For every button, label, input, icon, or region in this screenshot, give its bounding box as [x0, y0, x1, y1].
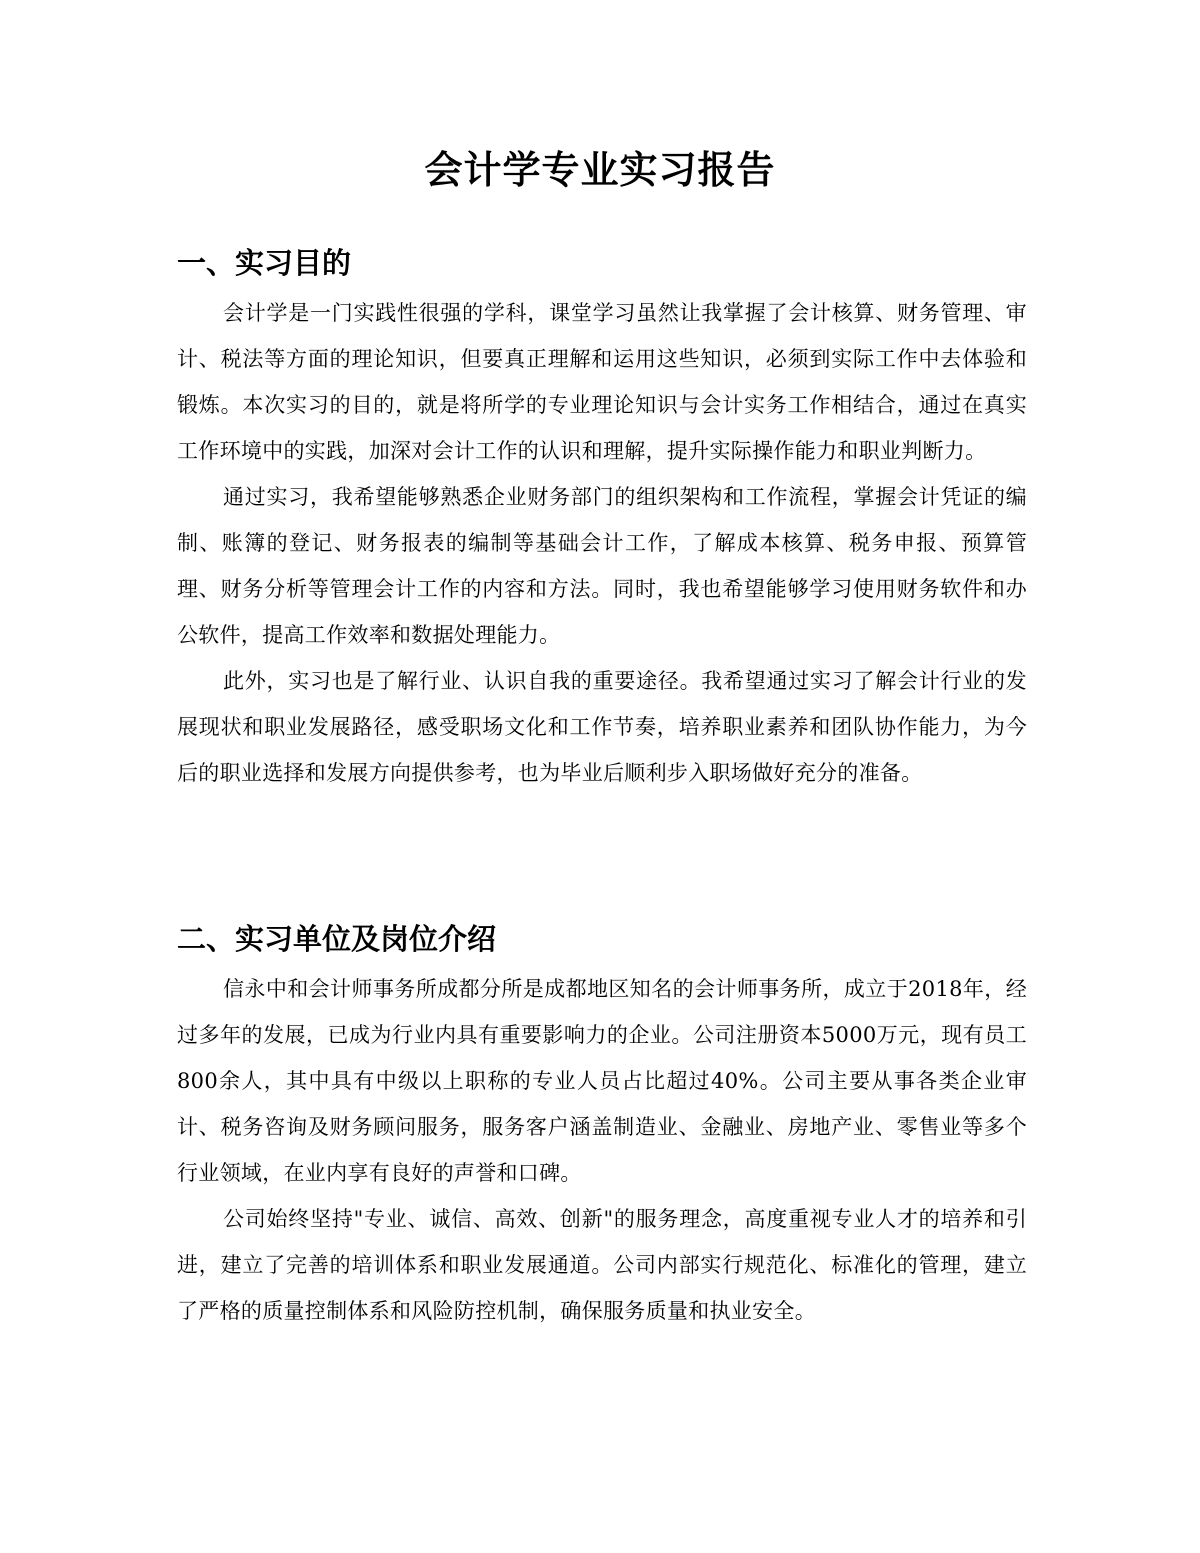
document-title: 会计学专业实习报告: [424, 148, 776, 192]
section-heading: 二、实习单位及岗位介绍: [177, 922, 497, 956]
section-internship-purpose: [177, 238, 1027, 796]
paragraph: 公司始终坚持"专业、诚信、高效、创新"的服务理念，高度重视专业人才的培养和引进，建立了完善的培训体系和职业发展通道。公司内部实行规范化、标准化的管理，建立了严格的质量控制体系和风险防控机制，确保服务质量和执业安全。: [177, 1207, 1027, 1323]
paragraph: 信永中和会计师事务所成都分所是成都地区知名的会计师事务所，成立于2018年，经过多年的发展，已成为行业内具有重要影响力的企业。公司注册资本5000万元，现有员工800余人，其中具有中级以上职称的专业人员占比超过40%。公司主要从事各类企业审计、税务咨询及财务顾问服务，服务客户涵盖制造业、金融业、房地产业、零售业等多个行业领域，在业内享有良好的声誉和口碑。: [177, 977, 1027, 1185]
paragraph: 此外，实习也是了解行业、认识自我的重要途径。我希望通过实习了解会计行业的发展现状和职业发展路径，感受职场文化和工作节奏，培养职业素养和团队协作能力，为今后的职业选择和发展方向提供参考，也为毕业后顺利步入职场做好充分的准备。: [177, 669, 1027, 785]
section-heading: 一、实习目的: [177, 246, 352, 280]
paragraph: 通过实习，我希望能够熟悉企业财务部门的组织架构和工作流程，掌握会计凭证的编制、账簿的登记、财务报表的编制等基础会计工作，了解成本核算、税务申报、预算管理、财务分析等管理会计工作的内容和方法。同时，我也希望能够学习使用财务软件和办公软件，提高工作效率和数据处理能力。: [177, 485, 1027, 647]
paragraph: 会计学是一门实践性很强的学科，课堂学习虽然让我掌握了会计核算、财务管理、审计、税法等方面的理论知识，但要真正理解和运用这些知识，必须到实际工作中去体验和锻炼。本次实习的目的，就是将所学的专业理论知识与会计实务工作相结合，通过在真实工作环境中的实践，加深对会计工作的认识和理解，提升实际操作能力和职业判断力。: [177, 301, 1027, 463]
section-company-introduction: [177, 914, 1027, 1334]
